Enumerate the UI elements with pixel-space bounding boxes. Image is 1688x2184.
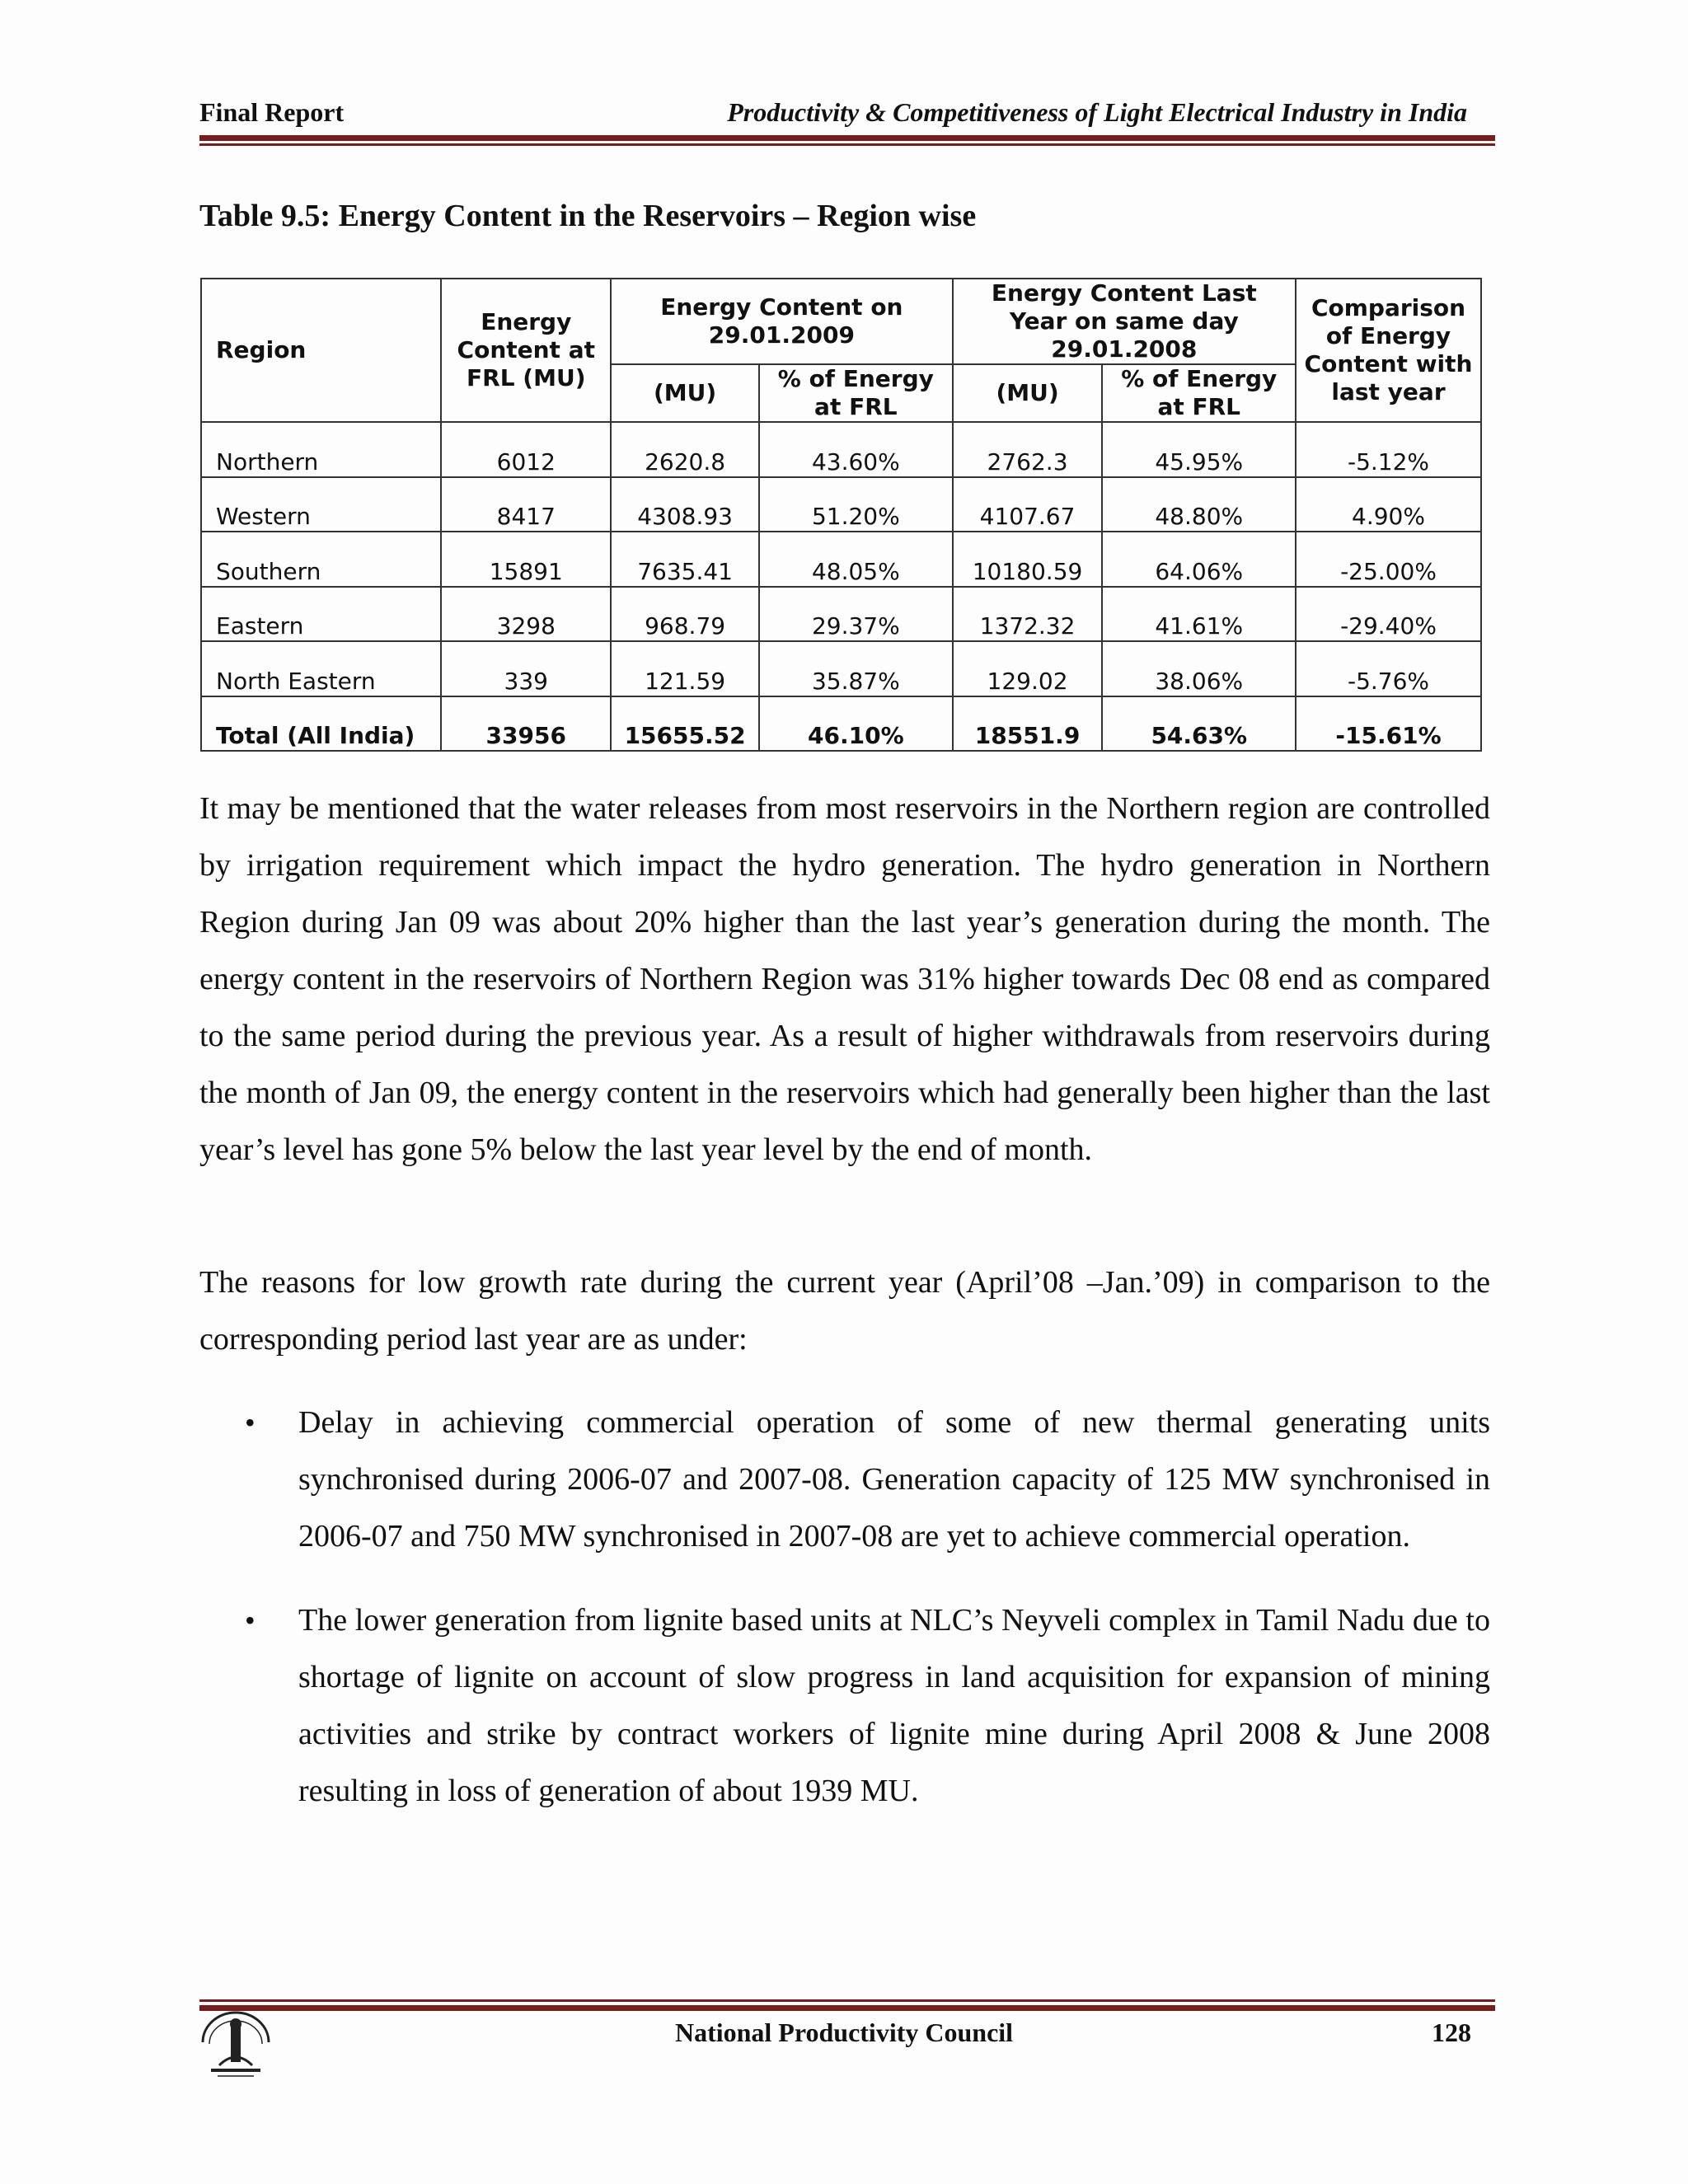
cell-region: Western	[201, 477, 441, 532]
cell-last-year-mu: 129.02	[953, 641, 1103, 696]
cell-frl: 339	[441, 641, 611, 696]
cell-current-pct: 35.87%	[759, 641, 953, 696]
cell-current-pct: 51.20%	[759, 477, 953, 532]
bullet-text: Delay in achieving commercial operation of some of new thermal generating units synchronised during 2006-07 and 2007-08. Generation capacity of 125 MW synchronised in 2006-07 and 750 MW synchronised in 2007-08 are yet to achieve commercial operation.	[298, 1405, 1490, 1554]
table-row	[201, 477, 1481, 532]
paragraph-growth-reasons: The reasons for low growth rate during the current year (April’08 –Jan.’09) in comparison to the corresponding period last year are as under:	[199, 1265, 1490, 1357]
cell-last-year-pct: 48.80%	[1102, 477, 1296, 532]
cell-last-year-mu: 2762.3	[953, 422, 1103, 477]
cell-current-pct: 43.60%	[759, 422, 953, 477]
header-current-mu: (MU)	[611, 364, 759, 422]
cell-region: Northern	[201, 422, 441, 477]
cell-current-mu: 15655.52	[611, 696, 759, 752]
cell-last-year-pct: 54.63%	[1102, 696, 1296, 752]
cell-comparison: 4.90%	[1296, 477, 1481, 532]
cell-current-mu: 2620.8	[611, 422, 759, 477]
header-last-year-group: Energy Content Last Year on same day 29.01.2008	[953, 279, 1296, 364]
cell-last-year-pct: 64.06%	[1102, 532, 1296, 587]
bullet-text: The lower generation from lignite based units at NLC’s Neyveli complex in Tamil Nadu due to shortage of lignite on account of slow progress in land acquisition for expansion of mining activities and strike by contract workers of lignite mine during April 2008 & June 2008 resulting in loss of generation of about 1939 MU.	[298, 1603, 1490, 1808]
cell-last-year-mu: 18551.9	[953, 696, 1103, 752]
energy-content-table	[200, 278, 1482, 752]
cell-comparison: -5.76%	[1296, 641, 1481, 696]
header-region: Region	[201, 279, 441, 422]
reasons-list	[199, 1394, 1490, 1820]
header-energy-at-frl: Energy Content at FRL (MU)	[441, 279, 611, 422]
cell-last-year-mu: 10180.59	[953, 532, 1103, 587]
header-rule	[199, 135, 1495, 141]
header-report-label: Final Report	[199, 97, 345, 127]
cell-region: Eastern	[201, 587, 441, 642]
cell-frl: 15891	[441, 532, 611, 587]
cell-comparison: -15.61%	[1296, 696, 1481, 752]
table-row	[201, 422, 1481, 477]
cell-current-mu: 7635.41	[611, 532, 759, 587]
header-document-title: Productivity & Competitiveness of Light Electrical Industry in India	[727, 97, 1467, 127]
cell-current-pct: 29.37%	[759, 587, 953, 642]
cell-last-year-mu: 4107.67	[953, 477, 1103, 532]
cell-last-year-pct: 41.61%	[1102, 587, 1296, 642]
cell-comparison: -25.00%	[1296, 532, 1481, 587]
cell-region: Total (All India)	[201, 696, 441, 752]
table-row	[201, 532, 1481, 587]
cell-frl: 8417	[441, 477, 611, 532]
table-row	[201, 587, 1481, 642]
header-last-year-mu: (MU)	[953, 364, 1103, 422]
header-rule-thin	[199, 143, 1495, 146]
header-last-year-pct: % of Energy at FRL	[1102, 364, 1296, 422]
cell-comparison: -29.40%	[1296, 587, 1481, 642]
cell-current-mu: 4308.93	[611, 477, 759, 532]
cell-current-mu: 121.59	[611, 641, 759, 696]
header-current-pct: % of Energy at FRL	[759, 364, 953, 422]
cell-comparison: -5.12%	[1296, 422, 1481, 477]
table-total-row	[201, 696, 1481, 752]
page-number: 128	[1432, 2018, 1471, 2047]
footer-rule-thin	[199, 1999, 1495, 2002]
cell-region: Southern	[201, 532, 441, 587]
cell-last-year-pct: 38.06%	[1102, 641, 1296, 696]
cell-frl: 33956	[441, 696, 611, 752]
cell-current-mu: 968.79	[611, 587, 759, 642]
header-current-group: Energy Content on 29.01.2009	[611, 279, 952, 364]
cell-frl: 6012	[441, 422, 611, 477]
paragraph-northern-region: It may be mentioned that the water releases from most reservoirs in the Northern region are controlled by irrigation requirement which impact the hydro generation. The hydro generation in Northern Region during Jan 09 was about 20% higher than the last year’s generation during the month. The energy content in the reservoirs of Northern Region was 31% higher towards Dec 08 end as compared to the same period during the previous year. As a result of higher withdrawals from reservoirs during the month of Jan 09, the energy content in the reservoirs which had generally been higher than the last year’s level has gone 5% below the last year level by the end of month.	[199, 791, 1490, 1167]
bullet-icon: •	[245, 1604, 256, 1637]
bullet-icon: •	[245, 1406, 256, 1439]
footer-organization: National Productivity Council	[674, 2018, 1014, 2047]
cell-region: North Eastern	[201, 641, 441, 696]
cell-current-pct: 48.05%	[759, 532, 953, 587]
table-caption: Table 9.5: Energy Content in the Reservoirs – Region wise	[199, 199, 977, 233]
list-item	[199, 1592, 1490, 1820]
header-comparison: Comparison of Energy Content with last year	[1296, 279, 1481, 422]
cell-current-pct: 46.10%	[759, 696, 953, 752]
cell-last-year-mu: 1372.32	[953, 587, 1103, 642]
table-row	[201, 641, 1481, 696]
cell-last-year-pct: 45.95%	[1102, 422, 1296, 477]
list-item	[199, 1394, 1490, 1565]
cell-frl: 3298	[441, 587, 611, 642]
footer-rule	[199, 2005, 1495, 2011]
